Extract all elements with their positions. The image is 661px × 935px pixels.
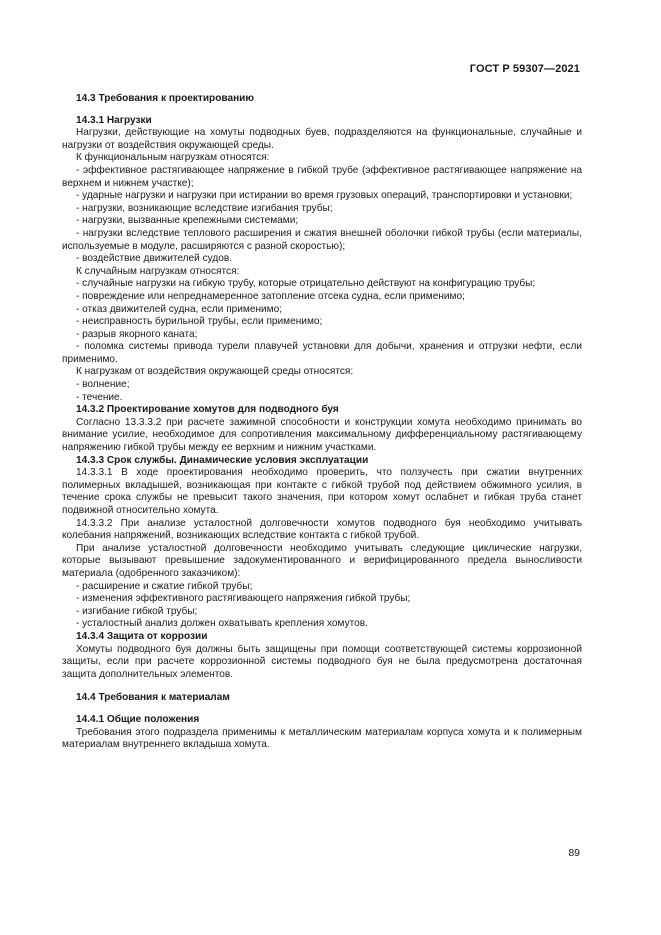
body-paragraph: К нагрузкам от воздействия окружающей среды относятся:	[76, 366, 354, 378]
body-paragraph: - случайные нагрузки на гибкую трубу, которые отрицательно действуют на конфигурацию трубы;	[76, 278, 536, 290]
body-paragraph: К функциональным нагрузкам относятся:	[76, 152, 270, 164]
body-paragraph: 14.3.3.2 При анализе усталостной долговечности хомутов подводного буя необходимо учитывать колебания напряжений, возникающих вследствие контакта с гибкой трубой.	[62, 517, 582, 542]
body-paragraph: К случайным нагрузкам относятся:	[76, 265, 240, 277]
section-heading: 14.3 Требования к проектированию	[76, 93, 254, 104]
body-paragraph: - изгибание гибкой трубы;	[76, 605, 198, 617]
body-paragraph: - нагрузки, возникающие вследствие изгибания трубы;	[76, 202, 333, 214]
body-paragraph: - отказ движителей судна, если применимо;	[76, 303, 283, 315]
body-paragraph: - усталостный анализ должен охватывать крепления хомутов.	[76, 618, 368, 630]
section-heading: 14.4.1 Общие положения	[76, 713, 200, 725]
body-paragraph: Хомуты подводного буя должны быть защищены при помощи соответствующей системы коррозионной защиты, если при расчете коррозионной системы подводного буя не была предусмотрена достаточная защита дополнительных элементов.	[62, 643, 582, 680]
body-paragraph: - расширение и сжатие гибкой трубы;	[76, 580, 253, 592]
document-body	[62, 93, 582, 752]
body-paragraph: - эффективное растягивающее напряжение в гибкой трубе (эффективное растягивающее напряжение на верхнем и нижнем участке);	[62, 164, 582, 189]
body-paragraph: - волнение;	[76, 379, 130, 391]
section-heading: 14.3.2 Проектирование хомутов для подводного буя	[76, 404, 339, 416]
section-heading: 14.4 Требования к материалам	[76, 692, 230, 704]
page-number: 89	[568, 847, 580, 859]
section-heading: 14.3.4 Защита от коррозии	[76, 630, 208, 642]
section-heading: 14.3.3 Срок службы. Динамические условия эксплуатации	[76, 454, 369, 466]
body-paragraph: - воздействие движителей судов.	[76, 253, 232, 265]
section-heading: 14.3.1 Нагрузки	[76, 114, 152, 126]
body-paragraph: - нагрузки, вызванные крепежными системами;	[76, 215, 299, 227]
body-paragraph: Согласно 13.3.3.2 при расчете зажимной способности и конструкции хомута необходимо принимать во внимание усилие, необходимое для сопротивления максимальному дифференциальному растягивающему напряжению гибкой трубы между ее верхним и нижним участками.	[62, 416, 582, 454]
body-paragraph: 14.3.3.1 В ходе проектирования необходимо проверить, что ползучесть при сжатии внутренних полимерных вкладышей, возникающая при контакте с гибкой трубой под действием обжимного усилия, в течение срока службы не превысит такого значения, при котором хомут ослабнет и гибкая труба станет подвижной относительно хомута.	[62, 467, 582, 516]
body-paragraph: Нагрузки, действующие на хомуты подводных буев, подразделяются на функциональные, случайные и нагрузки от воздействия окружающей среды.	[62, 127, 582, 151]
body-paragraph: - изменения эффективного растягивающего напряжения гибкой трубы;	[76, 593, 411, 605]
body-paragraph: - неисправность бурильной трубы, если применимо;	[76, 316, 323, 328]
body-paragraph: - поломка системы привода турели плавучей установки для добычи, хранения и отгрузки нефти, если применимо.	[62, 341, 582, 365]
body-paragraph: - нагрузки вследствие теплового расширения и сжатия внешней оболочки гибкой трубы (если материалы, используемые в модуле, расширяются с разной скоростью);	[62, 227, 582, 252]
body-paragraph: - разрыв якорного каната;	[76, 328, 198, 340]
document-code: ГОСТ Р 59307—2021	[469, 63, 580, 75]
body-paragraph: - ударные нагрузки и нагрузки при истирании во время грузовых операций, транспортировки и установки;	[76, 190, 573, 202]
body-paragraph: - повреждение или непреднамеренное затопление отсека судна, если применимо;	[76, 290, 465, 302]
body-paragraph: - течение.	[76, 391, 123, 403]
body-paragraph: При анализе усталостной долговечности необходимо учитывать следующие циклические нагрузки, которые вызывают превышение задокументированного и верифицированного предела выносливости материала (одобренного заказчиком):	[62, 542, 582, 579]
body-paragraph: Требования этого подраздела применимы к металлическим материалам корпуса хомута и к полимерным материалам внутреннего вкладыша хомута.	[62, 726, 582, 751]
